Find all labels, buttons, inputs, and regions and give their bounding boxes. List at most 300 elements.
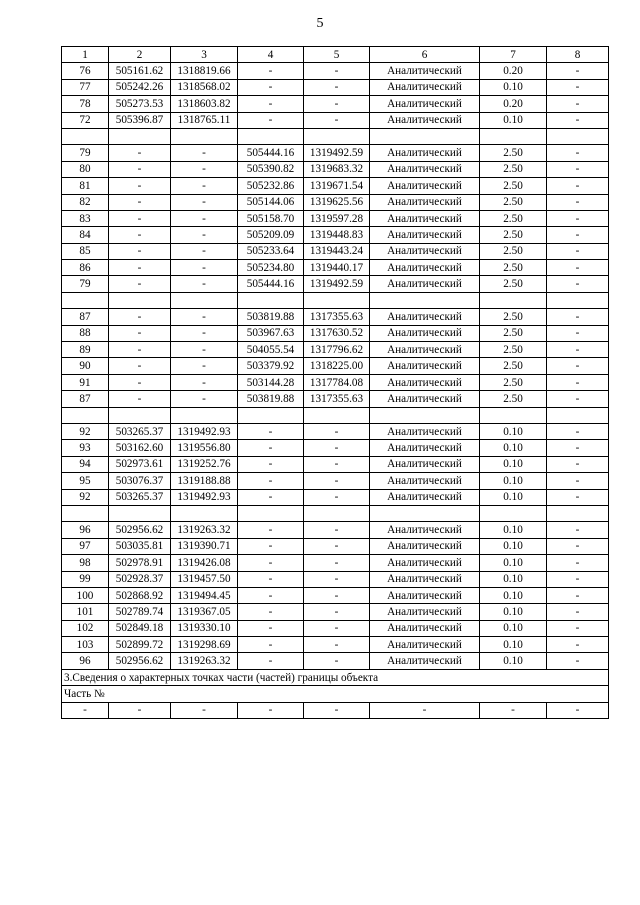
table-cell: - — [171, 227, 238, 243]
table-cell: - — [304, 587, 370, 603]
table-cell: - — [547, 145, 609, 161]
table-cell: 0.20 — [480, 96, 547, 112]
table-cell: - — [238, 79, 304, 95]
empty-cell — [304, 407, 370, 423]
table-row — [62, 325, 609, 341]
table-cell: 1319188.88 — [171, 473, 238, 489]
table-row — [62, 112, 609, 128]
table-row — [62, 227, 609, 243]
page-number: 5 — [316, 16, 324, 31]
table-cell: - — [238, 96, 304, 112]
footer-cell: - — [547, 702, 609, 718]
table-cell: 0.20 — [480, 63, 547, 79]
empty-cell — [304, 292, 370, 308]
header-cell: 5 — [304, 47, 370, 63]
table-row — [62, 620, 609, 636]
table-cell: - — [171, 358, 238, 374]
table-cell: 77 — [62, 79, 109, 95]
empty-cell — [370, 407, 480, 423]
table-cell: - — [109, 210, 171, 226]
table-cell: Аналитический — [370, 620, 480, 636]
table-cell: - — [238, 112, 304, 128]
table-cell: 1319683.32 — [304, 161, 370, 177]
table-cell: 505444.16 — [238, 145, 304, 161]
table-cell: 103 — [62, 637, 109, 653]
section-title: 3.Сведения о характерных точках части (частей) границы объекта — [62, 669, 609, 685]
table-cell: - — [547, 309, 609, 325]
table-cell: 2.50 — [480, 260, 547, 276]
table-cell: - — [547, 358, 609, 374]
footer-row — [62, 702, 609, 718]
table-row — [62, 276, 609, 292]
table-cell: 0.10 — [480, 587, 547, 603]
table-cell: Аналитический — [370, 489, 480, 505]
table-cell: - — [171, 374, 238, 390]
table-cell: - — [547, 637, 609, 653]
table-cell: 1318568.02 — [171, 79, 238, 95]
table-cell: Аналитический — [370, 571, 480, 587]
table-cell: 2.50 — [480, 210, 547, 226]
empty-cell — [547, 128, 609, 144]
table-cell: 505209.09 — [238, 227, 304, 243]
empty-cell — [109, 505, 171, 521]
empty-cell — [480, 407, 547, 423]
table-row — [62, 374, 609, 390]
table-row — [62, 145, 609, 161]
table-cell: 505396.87 — [109, 112, 171, 128]
table-cell: 1318225.00 — [304, 358, 370, 374]
boundary-points-table — [61, 46, 609, 719]
table-cell: 2.50 — [480, 178, 547, 194]
table-cell: 0.10 — [480, 555, 547, 571]
table-cell: - — [547, 112, 609, 128]
table-cell: Аналитический — [370, 161, 480, 177]
table-cell: - — [304, 489, 370, 505]
table-row — [62, 456, 609, 472]
header-cell: 4 — [238, 47, 304, 63]
table-cell: 1319390.71 — [171, 538, 238, 554]
table-cell: - — [547, 63, 609, 79]
table-cell: - — [547, 210, 609, 226]
empty-cell — [62, 505, 109, 521]
table-cell: - — [304, 620, 370, 636]
empty-cell — [109, 292, 171, 308]
table-cell: 2.50 — [480, 276, 547, 292]
table-cell: 505161.62 — [109, 63, 171, 79]
table-cell: - — [547, 587, 609, 603]
table-cell: - — [304, 112, 370, 128]
table-cell: - — [547, 391, 609, 407]
table-separator-row — [62, 292, 609, 308]
table-separator-row — [62, 505, 609, 521]
table-cell: - — [109, 391, 171, 407]
table-cell: - — [171, 342, 238, 358]
empty-cell — [304, 128, 370, 144]
table-cell: 94 — [62, 456, 109, 472]
table-cell: 503265.37 — [109, 489, 171, 505]
table-cell: 98 — [62, 555, 109, 571]
header-cell: 6 — [370, 47, 480, 63]
footer-cell: - — [109, 702, 171, 718]
table-row — [62, 653, 609, 669]
table-cell: 1319492.59 — [304, 145, 370, 161]
empty-cell — [547, 407, 609, 423]
table-cell: 87 — [62, 391, 109, 407]
table-cell: - — [238, 63, 304, 79]
table-row — [62, 79, 609, 95]
table-cell: 0.10 — [480, 653, 547, 669]
table-cell: 81 — [62, 178, 109, 194]
table-cell: - — [304, 423, 370, 439]
table-row — [62, 423, 609, 439]
table-cell: 503379.92 — [238, 358, 304, 374]
table-cell: - — [238, 440, 304, 456]
empty-cell — [62, 128, 109, 144]
table-row — [62, 473, 609, 489]
table-cell: 2.50 — [480, 391, 547, 407]
empty-cell — [171, 292, 238, 308]
table-row — [62, 210, 609, 226]
table-cell: 86 — [62, 260, 109, 276]
table-cell: 0.10 — [480, 79, 547, 95]
table-cell: - — [304, 571, 370, 587]
table-cell: 84 — [62, 227, 109, 243]
empty-cell — [109, 128, 171, 144]
table-cell: - — [238, 571, 304, 587]
table-cell: - — [238, 456, 304, 472]
table-cell: - — [547, 325, 609, 341]
empty-cell — [480, 292, 547, 308]
table-cell: 502928.37 — [109, 571, 171, 587]
table-cell: Аналитический — [370, 145, 480, 161]
table-cell: 99 — [62, 571, 109, 587]
table-cell: 89 — [62, 342, 109, 358]
table-cell: - — [109, 145, 171, 161]
table-cell: - — [547, 473, 609, 489]
table-cell: - — [238, 522, 304, 538]
table-cell: 1317796.62 — [304, 342, 370, 358]
table-cell: 0.10 — [480, 637, 547, 653]
table-cell: - — [171, 276, 238, 292]
table-cell: 83 — [62, 210, 109, 226]
table-cell: - — [547, 571, 609, 587]
table-cell: 1319367.05 — [171, 604, 238, 620]
table-cell: 505233.64 — [238, 243, 304, 259]
table-cell: 1319263.32 — [171, 653, 238, 669]
table-cell: Аналитический — [370, 587, 480, 603]
table-cell: 1318819.66 — [171, 63, 238, 79]
table-cell: - — [547, 604, 609, 620]
table-cell: - — [171, 260, 238, 276]
table-row — [62, 161, 609, 177]
table-cell: - — [547, 194, 609, 210]
table-cell: - — [547, 227, 609, 243]
table-cell: - — [304, 555, 370, 571]
table-cell: - — [547, 243, 609, 259]
table-row — [62, 571, 609, 587]
table-row — [62, 342, 609, 358]
table-cell: 88 — [62, 325, 109, 341]
table-cell: Аналитический — [370, 243, 480, 259]
empty-cell — [171, 505, 238, 521]
table-cell: - — [547, 555, 609, 571]
table-cell: - — [547, 276, 609, 292]
table-cell: 503144.28 — [238, 374, 304, 390]
table-cell: 1319597.28 — [304, 210, 370, 226]
table-cell: - — [547, 653, 609, 669]
table-cell: 503076.37 — [109, 473, 171, 489]
table-cell: 1319492.93 — [171, 489, 238, 505]
table-cell: - — [547, 79, 609, 95]
table-cell: Аналитический — [370, 63, 480, 79]
table-cell: 1319263.32 — [171, 522, 238, 538]
table-cell: 502956.62 — [109, 522, 171, 538]
table-cell: Аналитический — [370, 423, 480, 439]
table-cell: - — [547, 161, 609, 177]
footer-cell: - — [370, 702, 480, 718]
table-cell: 95 — [62, 473, 109, 489]
table-cell: - — [304, 653, 370, 669]
table-cell: 505234.80 — [238, 260, 304, 276]
table-cell: - — [171, 309, 238, 325]
table-cell: 1319494.45 — [171, 587, 238, 603]
table-cell: - — [547, 489, 609, 505]
table-cell: Аналитический — [370, 555, 480, 571]
table-cell: 90 — [62, 358, 109, 374]
table-cell: 93 — [62, 440, 109, 456]
table-cell: 0.10 — [480, 620, 547, 636]
table-cell: 102 — [62, 620, 109, 636]
section-title-row — [62, 669, 609, 685]
table-cell: 503819.88 — [238, 391, 304, 407]
empty-cell — [480, 128, 547, 144]
table-cell: - — [171, 210, 238, 226]
table-cell: Аналитический — [370, 194, 480, 210]
table-row — [62, 555, 609, 571]
table-cell: Аналитический — [370, 342, 480, 358]
table-cell: 0.10 — [480, 473, 547, 489]
table-cell: - — [547, 620, 609, 636]
empty-cell — [109, 407, 171, 423]
table-cell: 1319443.24 — [304, 243, 370, 259]
table-cell: Аналитический — [370, 309, 480, 325]
table-cell: - — [238, 489, 304, 505]
table-row — [62, 358, 609, 374]
table-cell: Аналитический — [370, 112, 480, 128]
table-cell: 1318765.11 — [171, 112, 238, 128]
table-cell: - — [109, 161, 171, 177]
table-cell: - — [109, 342, 171, 358]
table-header-row — [62, 47, 609, 63]
table-cell: - — [304, 473, 370, 489]
table-cell: 1319671.54 — [304, 178, 370, 194]
table-cell: 0.10 — [480, 604, 547, 620]
table-cell: 97 — [62, 538, 109, 554]
table-cell: - — [238, 604, 304, 620]
table-cell: 505232.86 — [238, 178, 304, 194]
table-cell: 2.50 — [480, 194, 547, 210]
table-cell: - — [171, 194, 238, 210]
table-cell: 1317784.08 — [304, 374, 370, 390]
table-cell: Аналитический — [370, 178, 480, 194]
table-cell: - — [547, 522, 609, 538]
table-cell: Аналитический — [370, 260, 480, 276]
table-cell: 504055.54 — [238, 342, 304, 358]
table-cell: Аналитический — [370, 374, 480, 390]
table-cell: 505242.26 — [109, 79, 171, 95]
table-cell: Аналитический — [370, 227, 480, 243]
table-cell: - — [547, 178, 609, 194]
table-cell: 79 — [62, 145, 109, 161]
table-cell: 1319492.93 — [171, 423, 238, 439]
table-cell: - — [304, 538, 370, 554]
table-cell: - — [547, 374, 609, 390]
footer-cell: - — [238, 702, 304, 718]
table-cell: 1319298.69 — [171, 637, 238, 653]
table-row — [62, 260, 609, 276]
header-cell: 2 — [109, 47, 171, 63]
table-cell: - — [109, 194, 171, 210]
table-cell: - — [547, 260, 609, 276]
table-cell: - — [304, 440, 370, 456]
table-cell: - — [547, 456, 609, 472]
table-cell: 505144.06 — [238, 194, 304, 210]
table-cell: 503265.37 — [109, 423, 171, 439]
empty-cell — [370, 292, 480, 308]
table-cell: 85 — [62, 243, 109, 259]
table-cell: 72 — [62, 112, 109, 128]
table-cell: - — [304, 63, 370, 79]
footer-cell: - — [171, 702, 238, 718]
table-row — [62, 63, 609, 79]
table-cell: - — [238, 587, 304, 603]
table-cell: 1317630.52 — [304, 325, 370, 341]
empty-cell — [238, 505, 304, 521]
table-cell: 502868.92 — [109, 587, 171, 603]
table-cell: 0.10 — [480, 489, 547, 505]
table-cell: - — [304, 522, 370, 538]
table-cell: 1319556.80 — [171, 440, 238, 456]
table-cell: - — [109, 309, 171, 325]
table-row — [62, 637, 609, 653]
table-cell: 91 — [62, 374, 109, 390]
table-cell: - — [547, 423, 609, 439]
table-cell: 502978.91 — [109, 555, 171, 571]
table-cell: - — [171, 325, 238, 341]
table-cell: - — [304, 96, 370, 112]
table-cell: Аналитический — [370, 276, 480, 292]
empty-cell — [480, 505, 547, 521]
table-cell: 2.50 — [480, 227, 547, 243]
table-cell: 2.50 — [480, 358, 547, 374]
table-cell: 2.50 — [480, 342, 547, 358]
empty-cell — [62, 292, 109, 308]
table-cell: 1319330.10 — [171, 620, 238, 636]
table-cell: 1319426.08 — [171, 555, 238, 571]
table-cell: Аналитический — [370, 96, 480, 112]
empty-cell — [547, 292, 609, 308]
table-cell: - — [238, 473, 304, 489]
table-cell: 82 — [62, 194, 109, 210]
table-cell: - — [547, 538, 609, 554]
table-cell: 503967.63 — [238, 325, 304, 341]
table-cell: - — [109, 227, 171, 243]
table-cell: 1317355.63 — [304, 391, 370, 407]
empty-cell — [304, 505, 370, 521]
table-cell: 1319625.56 — [304, 194, 370, 210]
table-cell: 96 — [62, 522, 109, 538]
table-cell: - — [171, 145, 238, 161]
table-cell: 0.10 — [480, 571, 547, 587]
table-row — [62, 522, 609, 538]
table-cell: - — [109, 178, 171, 194]
table-row — [62, 309, 609, 325]
header-cell: 7 — [480, 47, 547, 63]
table-cell: 2.50 — [480, 145, 547, 161]
table-cell: Аналитический — [370, 604, 480, 620]
table-row — [62, 243, 609, 259]
table-row — [62, 194, 609, 210]
table-cell: - — [547, 96, 609, 112]
table-cell: 2.50 — [480, 374, 547, 390]
footer-cell: - — [62, 702, 109, 718]
table-cell: - — [547, 440, 609, 456]
table-cell: 101 — [62, 604, 109, 620]
table-cell: 1317355.63 — [304, 309, 370, 325]
table-cell: 502789.74 — [109, 604, 171, 620]
table-cell: 2.50 — [480, 309, 547, 325]
table-cell: 96 — [62, 653, 109, 669]
header-cell: 1 — [62, 47, 109, 63]
empty-cell — [238, 128, 304, 144]
table-cell: 1319457.50 — [171, 571, 238, 587]
table-cell: 1319440.17 — [304, 260, 370, 276]
table-cell: 2.50 — [480, 325, 547, 341]
table-cell: - — [304, 637, 370, 653]
table-row — [62, 178, 609, 194]
table-cell: 503162.60 — [109, 440, 171, 456]
table-cell: Аналитический — [370, 325, 480, 341]
table-cell: 505444.16 — [238, 276, 304, 292]
table-cell: 502973.61 — [109, 456, 171, 472]
table-cell: 92 — [62, 423, 109, 439]
table-cell: Аналитический — [370, 358, 480, 374]
table-cell: 0.10 — [480, 456, 547, 472]
part-label: Часть № — [62, 686, 609, 702]
table-cell: 1318603.82 — [171, 96, 238, 112]
table-row — [62, 440, 609, 456]
table-row — [62, 604, 609, 620]
table-cell: - — [238, 555, 304, 571]
empty-cell — [62, 407, 109, 423]
table-cell: - — [171, 243, 238, 259]
header-cell: 8 — [547, 47, 609, 63]
table-cell: - — [238, 653, 304, 669]
table-cell: - — [109, 374, 171, 390]
table-cell: - — [238, 538, 304, 554]
table-separator-row — [62, 407, 609, 423]
table-cell: 505158.70 — [238, 210, 304, 226]
table-cell: - — [109, 260, 171, 276]
footer-cell: - — [480, 702, 547, 718]
table-cell: 503819.88 — [238, 309, 304, 325]
empty-cell — [370, 128, 480, 144]
table-cell: 502956.62 — [109, 653, 171, 669]
table-cell: 100 — [62, 587, 109, 603]
table-row — [62, 538, 609, 554]
table-cell: 92 — [62, 489, 109, 505]
table-cell: Аналитический — [370, 79, 480, 95]
